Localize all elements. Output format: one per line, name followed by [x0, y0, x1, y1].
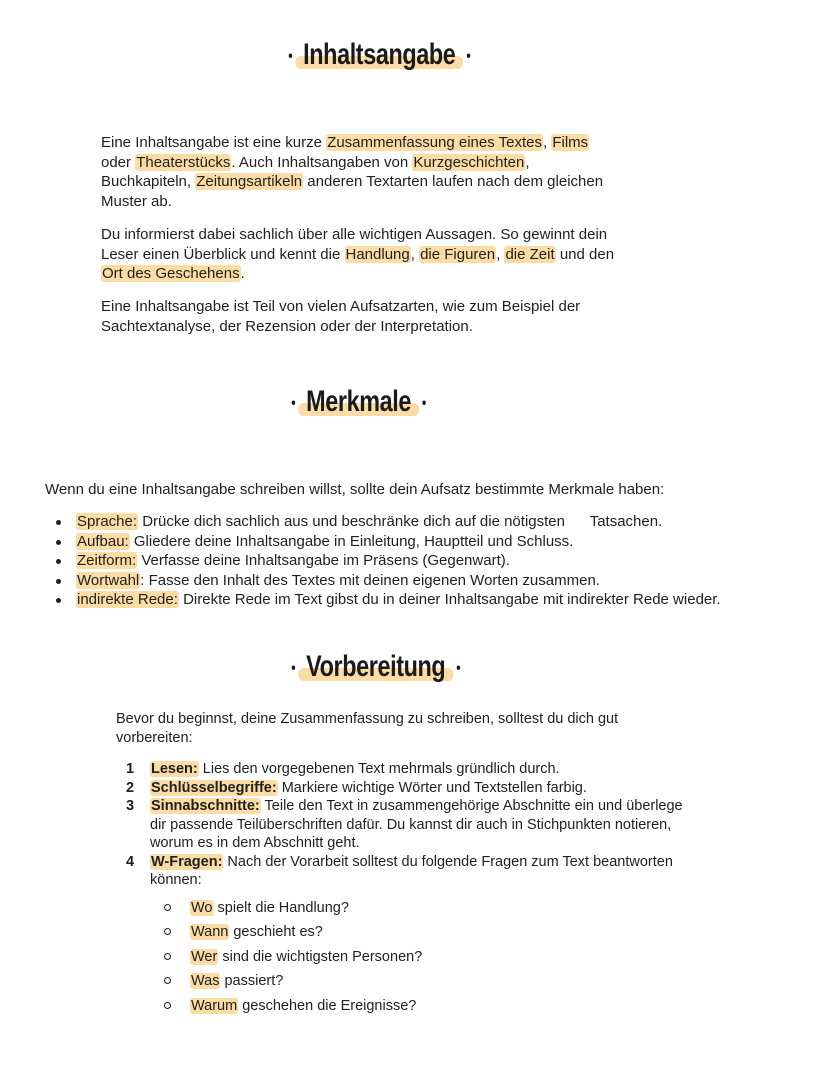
list-item: Zeitform: Verfasse deine Inhaltsangabe im Präsens (Gegenwart).: [52, 551, 822, 571]
highlight: Warum: [191, 997, 238, 1014]
heading-title: Vorbereitung: [301, 650, 450, 684]
w-questions: [164, 896, 766, 1019]
heading-dot-left: •: [291, 660, 296, 677]
highlight: Sprache:: [77, 513, 138, 530]
highlight: Zusammenfassung eines Textes: [327, 134, 542, 151]
heading-dot-left: •: [288, 48, 293, 65]
highlight: Handlung: [345, 245, 410, 263]
highlight: Schlüsselbegriffe:: [151, 779, 277, 796]
highlight: Was: [191, 973, 220, 989]
highlight: Wer: [191, 948, 218, 965]
highlight: indirekte Rede:: [77, 591, 178, 609]
step-item: 4 W-Fragen: Nach der Vorarbeit solltest du folgende Fragen zum Text beantworten können: Wo spielt die Handlung? Wann geschieht es? Wer sind die wichtigsten Personen? Was passiert? Warum geschehen die Ereignisse?: [126, 853, 766, 1019]
highlight: Ort des Geschehens: [102, 265, 240, 283]
highlight: Aufbau:: [77, 532, 129, 550]
highlight: Zeitform:: [77, 552, 137, 570]
heading-title: Inhaltsangabe: [298, 38, 460, 72]
list-item: Aufbau: Gliedere deine Inhaltsangabe in Einleitung, Hauptteil und Schluss.: [52, 532, 822, 552]
merkmale-intro: Wenn du eine Inhaltsangabe schreiben willst, sollte dein Aufsatz bestimmte Merkmale haben:: [45, 481, 665, 498]
question-item: Wer sind die wichtigsten Personen?: [164, 945, 766, 970]
highlight: Zeitungsartikeln: [196, 173, 303, 191]
list-item: indirekte Rede: Direkte Rede im Text gibst du in deiner Inhaltsangabe mit indirekter Rede wieder.: [52, 590, 822, 610]
highlight: Films: [552, 134, 589, 151]
highlight: Lesen:: [151, 761, 198, 777]
highlight: die Zeit: [505, 245, 555, 263]
highlight: die Figuren: [420, 245, 496, 263]
heading-dot-right: •: [456, 660, 461, 677]
vorbereitung-steps: [126, 760, 766, 1018]
heading-dot-right: •: [466, 48, 471, 65]
heading-inhaltsangabe: [282, 38, 477, 72]
highlight: Kurzgeschichten: [413, 153, 525, 171]
question-item: Was passiert?: [164, 969, 766, 994]
step-item: 1 Lesen: Lies den vorgegebenen Text mehrmals gründlich durch.: [126, 761, 560, 777]
highlight: Theaterstücks: [136, 153, 231, 171]
heading-dot-right: •: [421, 395, 426, 412]
step-item: 2 Schlüsselbegriffe: Markiere wichtige Wörter und Textstellen farbig.: [126, 779, 587, 796]
highlight: Sinnabschnitte:: [151, 798, 260, 814]
paragraph-definition: Eine Inhaltsangabe ist eine kurze Zusammenfassung eines Textes, Films oder Theaterstücks. Auch Inhaltsangaben von Kurzgeschichten, Buchkapiteln, Zeitungsartikeln anderen Textarten laufen nach dem gleichen Muster ab.: [101, 134, 604, 210]
question-item: Wann geschieht es?: [164, 920, 766, 945]
highlight: Wo: [191, 899, 213, 916]
highlight: Wann: [191, 924, 229, 940]
merkmale-list: [52, 512, 822, 610]
paragraph-purpose: Du informierst dabei sachlich über alle wichtigen Aussagen. So gewinnt dein Leser einen Überblick und kennt die Handlung, die Figuren, die Zeit und den Ort des Geschehens.: [101, 226, 615, 283]
highlight: Wortwahl: [77, 571, 140, 589]
vorbereitung-intro: Bevor du beginnst, deine Zusammenfassung zu schreiben, solltest du dich gut vorbereiten:: [116, 711, 619, 746]
question-item: Warum geschehen die Ereignisse?: [164, 994, 766, 1019]
list-item: Sprache: Drücke dich sachlich aus und beschränke dich auf die nötigsten Tatsachen.: [52, 512, 822, 532]
heading-vorbereitung: [285, 650, 466, 684]
step-item: 3 Sinnabschnitte: Teile den Text in zusammengehörige Abschnitte ein und überlege dir passende Teilüberschriften dafür. Du kannst dir auch in Stichpunkten notieren, worum es in dem Abschnitt geht.: [126, 798, 683, 851]
highlight: W-Fragen:: [151, 853, 223, 870]
list-item: Wortwahl: Fasse den Inhalt des Textes mit deinen eigenen Worten zusammen.: [52, 571, 822, 591]
heading-title: Merkmale: [301, 385, 415, 419]
paragraph-context: Eine Inhaltsangabe ist Teil von vielen Aufsatzarten, wie zum Beispiel der Sachtextanalyse, der Rezension oder der Interpretation.: [101, 298, 581, 335]
heading-merkmale: [285, 385, 432, 419]
heading-dot-left: •: [291, 395, 296, 412]
question-item: Wo spielt die Handlung?: [164, 896, 766, 921]
